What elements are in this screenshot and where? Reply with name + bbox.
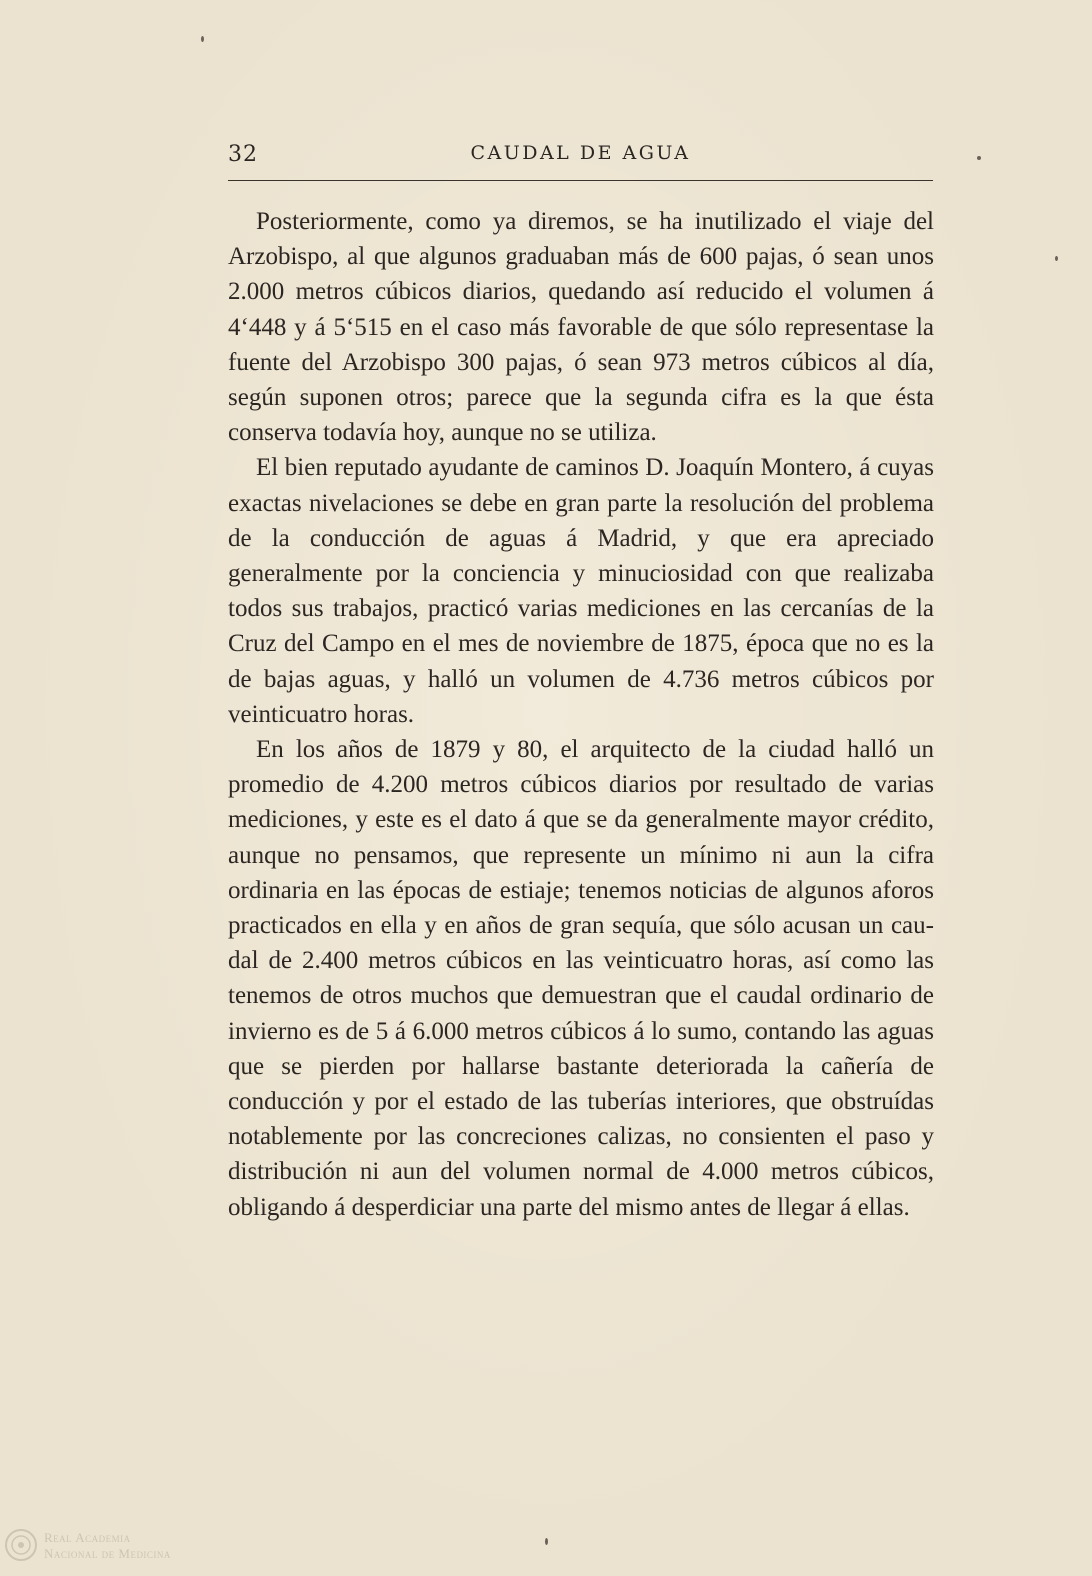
page-number: 32 xyxy=(228,142,258,167)
scan-speck xyxy=(1055,256,1058,261)
watermark-line-2: Nacional de Medicina xyxy=(44,1546,171,1561)
page-header xyxy=(228,138,933,172)
academy-seal-icon xyxy=(4,1528,38,1562)
paragraph: En los años de 1879 y 80, el arquitecto de la ciudad halló un promedio de 4.200 metros cúbicos diarios por resultado de varias mediciones, y este es el dato á que se da generalmente mayor crédito, aunque no pensamos, que represente un mínimo ni aun la cifra ordinaria en las épocas de estiaje; tenemos noticias de algunos aforos practicados en ella y en años de gran sequía, que sólo acusan un caudal de 2.400 metros cúbicos en las veinticuatro horas, así como las tenemos de otros muchos que demuestran que el caudal ordinario de invierno es de 5 á 6.000 metros cúbicos á lo sumo, contando las aguas que se pierden por hallarse bastante deteriorada la cañería de conducción y por el estado de las tuberías interiores, que obstruídas notablemente por las concreciones calizas, no consienten el paso y distribución ni aun del volumen normal de 4.000 metros cúbicos, obligando á desperdiciar una parte del mismo antes de llegar á ellas. xyxy=(228,736,934,1221)
watermark-line-1: Real Academia xyxy=(44,1530,131,1545)
paragraph: Posteriormente, como ya diremos, se ha inutilizado el viaje del Arzobispo, al que algunos graduaban más de 600 pajas, ó sean unos 2.000 metros cúbicos diarios, quedando así reducido el volumen á 4‘448 y á 5‘515 en el caso más favorable de que sólo representase la fuente del Arzobispo 300 pajas, ó sean 973 metros cúbicos al día, según suponen otros; parece que la segunda cifra es la que ésta conserva todavía hoy, aunque no se utiliza. xyxy=(228,208,934,447)
running-title: CAUDAL DE AGUA xyxy=(470,142,691,164)
scan-speck xyxy=(201,36,204,42)
scan-speck xyxy=(545,1538,548,1545)
header-rule xyxy=(228,180,933,181)
body-text xyxy=(228,204,934,1225)
paragraph: El bien reputado ayudante de caminos D. Joaquín Montero, á cuyas exactas nivelaciones se debe en gran parte la resolución del problema de la conducción de aguas á Madrid, y que era apreciado generalmente por la conciencia y minuciosidad con que realizaba todos sus trabajos, practicó varias mediciones en las cercanías de la Cruz del Campo en el mes de noviembre de 1875, época que no es la de bajas aguas, y halló un volumen de 4.736 metros cúbicos por veinticuatro horas. xyxy=(228,454,934,728)
scan-speck xyxy=(977,156,981,160)
institution-watermark xyxy=(4,1526,204,1570)
